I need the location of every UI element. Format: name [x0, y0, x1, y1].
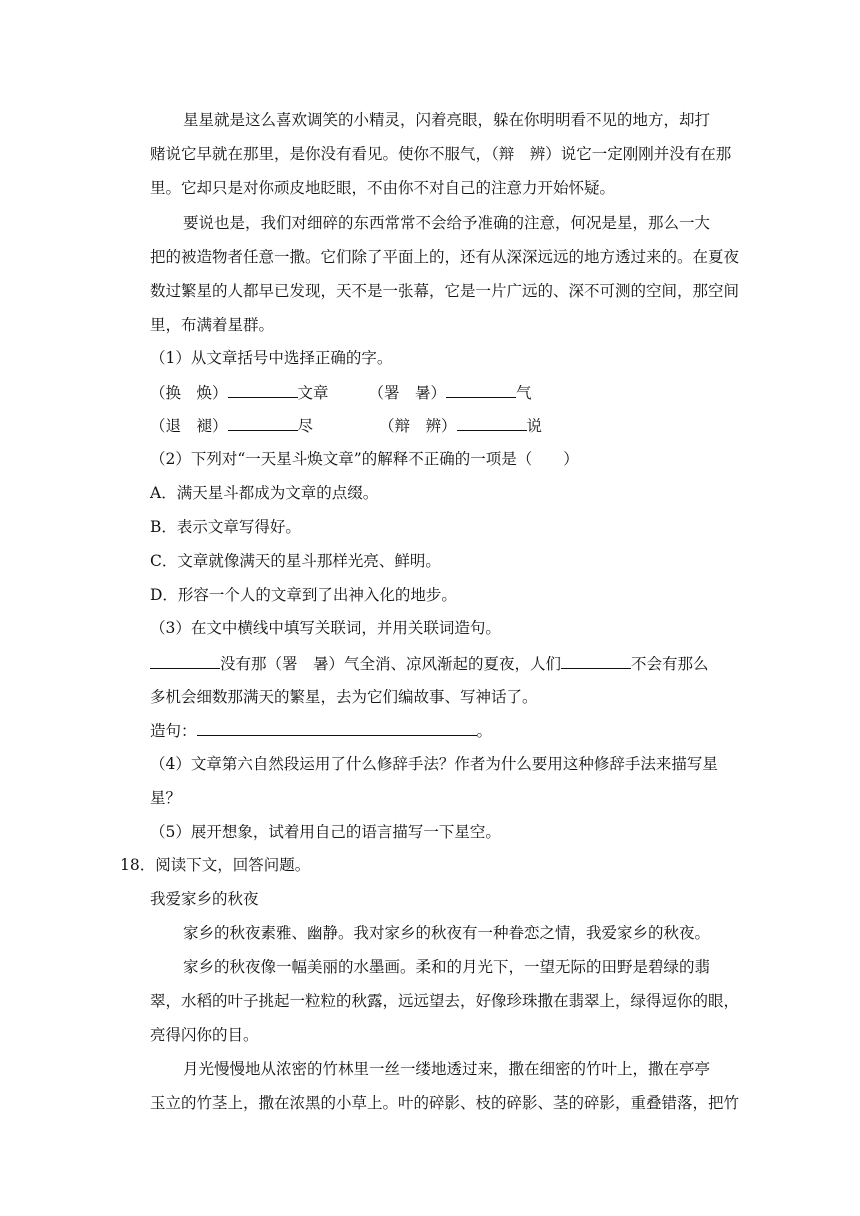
passage-line: 里，布满着星群。	[150, 316, 275, 334]
option-suffix: 气	[516, 384, 532, 402]
question-4-line-2: 星？	[150, 789, 182, 807]
question-3-prompt: （3）在文中横线中填写关联词，并用关联词造句。	[150, 619, 501, 637]
sentence-label: 造句：	[150, 722, 197, 740]
question-3-text: 没有那（署 暑）气全消、凉风渐起的夏夜，人们	[220, 655, 562, 673]
article-line: 翠，水稻的叶子挑起一粒粒的秋露，远远望去，好像珍珠撒在翡翠上，绿得逗你的眼，	[150, 992, 740, 1010]
question-4-line-1: （4）文章第六自然段运用了什么修辞手法？作者为什么要用这种修辞手法来描写星	[150, 755, 718, 773]
article-line: 家乡的秋夜素雅、幽静。我对家乡的秋夜有一种眷恋之情，我爱家乡的秋夜。	[183, 924, 711, 942]
question-3-line-2: 多机会细数那满天的繁星，去为它们编故事、写神话了。	[150, 688, 538, 706]
option-label: （退 褪）	[150, 417, 228, 435]
passage-line: 数过繁星的人都早已发现，天不是一张幕，它是一片广远的、深不可测的空间，那空间	[150, 282, 740, 300]
passage-line: 里。它却只是对你顽皮地眨眼，不由你不对自己的注意力开始怀疑。	[150, 179, 616, 197]
choice-option-a[interactable]: A．满天星斗都成为文章的点缀。	[150, 484, 379, 502]
option-suffix: 说	[526, 417, 543, 435]
article-line: 亮得闪你的目。	[150, 1026, 259, 1044]
option-label: （换 焕）	[150, 384, 228, 402]
question-2-prompt: （2）下列对“一天星斗焕文章”的解释不正确的一项是（ ）	[150, 450, 579, 468]
article-line: 家乡的秋夜像一幅美丽的水墨画。柔和的月光下，一望无际的田野是碧绿的翡	[183, 958, 711, 976]
article-title: 我爱家乡的秋夜	[150, 890, 259, 908]
answer-blank[interactable]	[228, 379, 298, 398]
answer-blank[interactable]	[457, 412, 527, 431]
question-5-prompt: （5）展开想象，试着用自己的语言描写一下星空。	[150, 823, 501, 841]
article-line: 月光慢慢地从浓密的竹林里一丝一缕地透过来，撒在细密的竹叶上，撒在亭亭	[183, 1060, 711, 1078]
sentence-answer-blank[interactable]	[197, 717, 477, 736]
choice-option-c[interactable]: C．文章就像满天的星斗那样光亮、鲜明。	[150, 552, 441, 570]
passage-line: 要说也是，我们对细碎的东西常常不会给予准确的注意，何况是星，那么一大	[183, 214, 711, 232]
article-line: 玉立的竹茎上，撒在浓黑的小草上。叶的碎影、枝的碎影、茎的碎影，重叠错落，把竹	[150, 1094, 740, 1112]
answer-blank[interactable]	[228, 412, 298, 431]
answer-blank[interactable]	[446, 379, 516, 398]
answer-blank[interactable]	[561, 650, 631, 669]
question-1-row-1	[150, 379, 532, 405]
option-label: （辩 辨）	[379, 417, 457, 435]
question-1-row-2	[150, 412, 542, 438]
option-label: （署 暑）	[368, 384, 447, 402]
question-3-text: 不会有那么	[631, 655, 709, 673]
question-3-line-1	[150, 650, 709, 676]
answer-blank[interactable]	[150, 650, 220, 669]
sentence-making-line	[150, 717, 492, 743]
choice-option-d[interactable]: D．形容一个人的文章到了出神入化的地步。	[150, 586, 457, 604]
choice-option-b[interactable]: B．表示文章写得好。	[150, 518, 301, 536]
question-18-heading: 18．阅读下文，回答问题。	[120, 856, 311, 874]
passage-line: 星星就是这么喜欢调笑的小精灵，闪着亮眼，躲在你明明看不见的地方，却打	[183, 111, 711, 129]
option-suffix: 尽	[297, 417, 314, 435]
sentence-end-mark: 。	[476, 722, 493, 740]
passage-line: 赌说它早就在那里，是你没有看见。使你不服气，（辩 辨）说它一定刚刚并没有在那	[150, 145, 732, 163]
passage-line: 把的被造物者任意一撒。它们除了平面上的，还有从深深远远的地方透过来的。在夏夜	[150, 248, 740, 266]
option-suffix: 文章	[297, 384, 329, 402]
question-1-prompt: （1）从文章括号中选择正确的字。	[150, 349, 393, 367]
